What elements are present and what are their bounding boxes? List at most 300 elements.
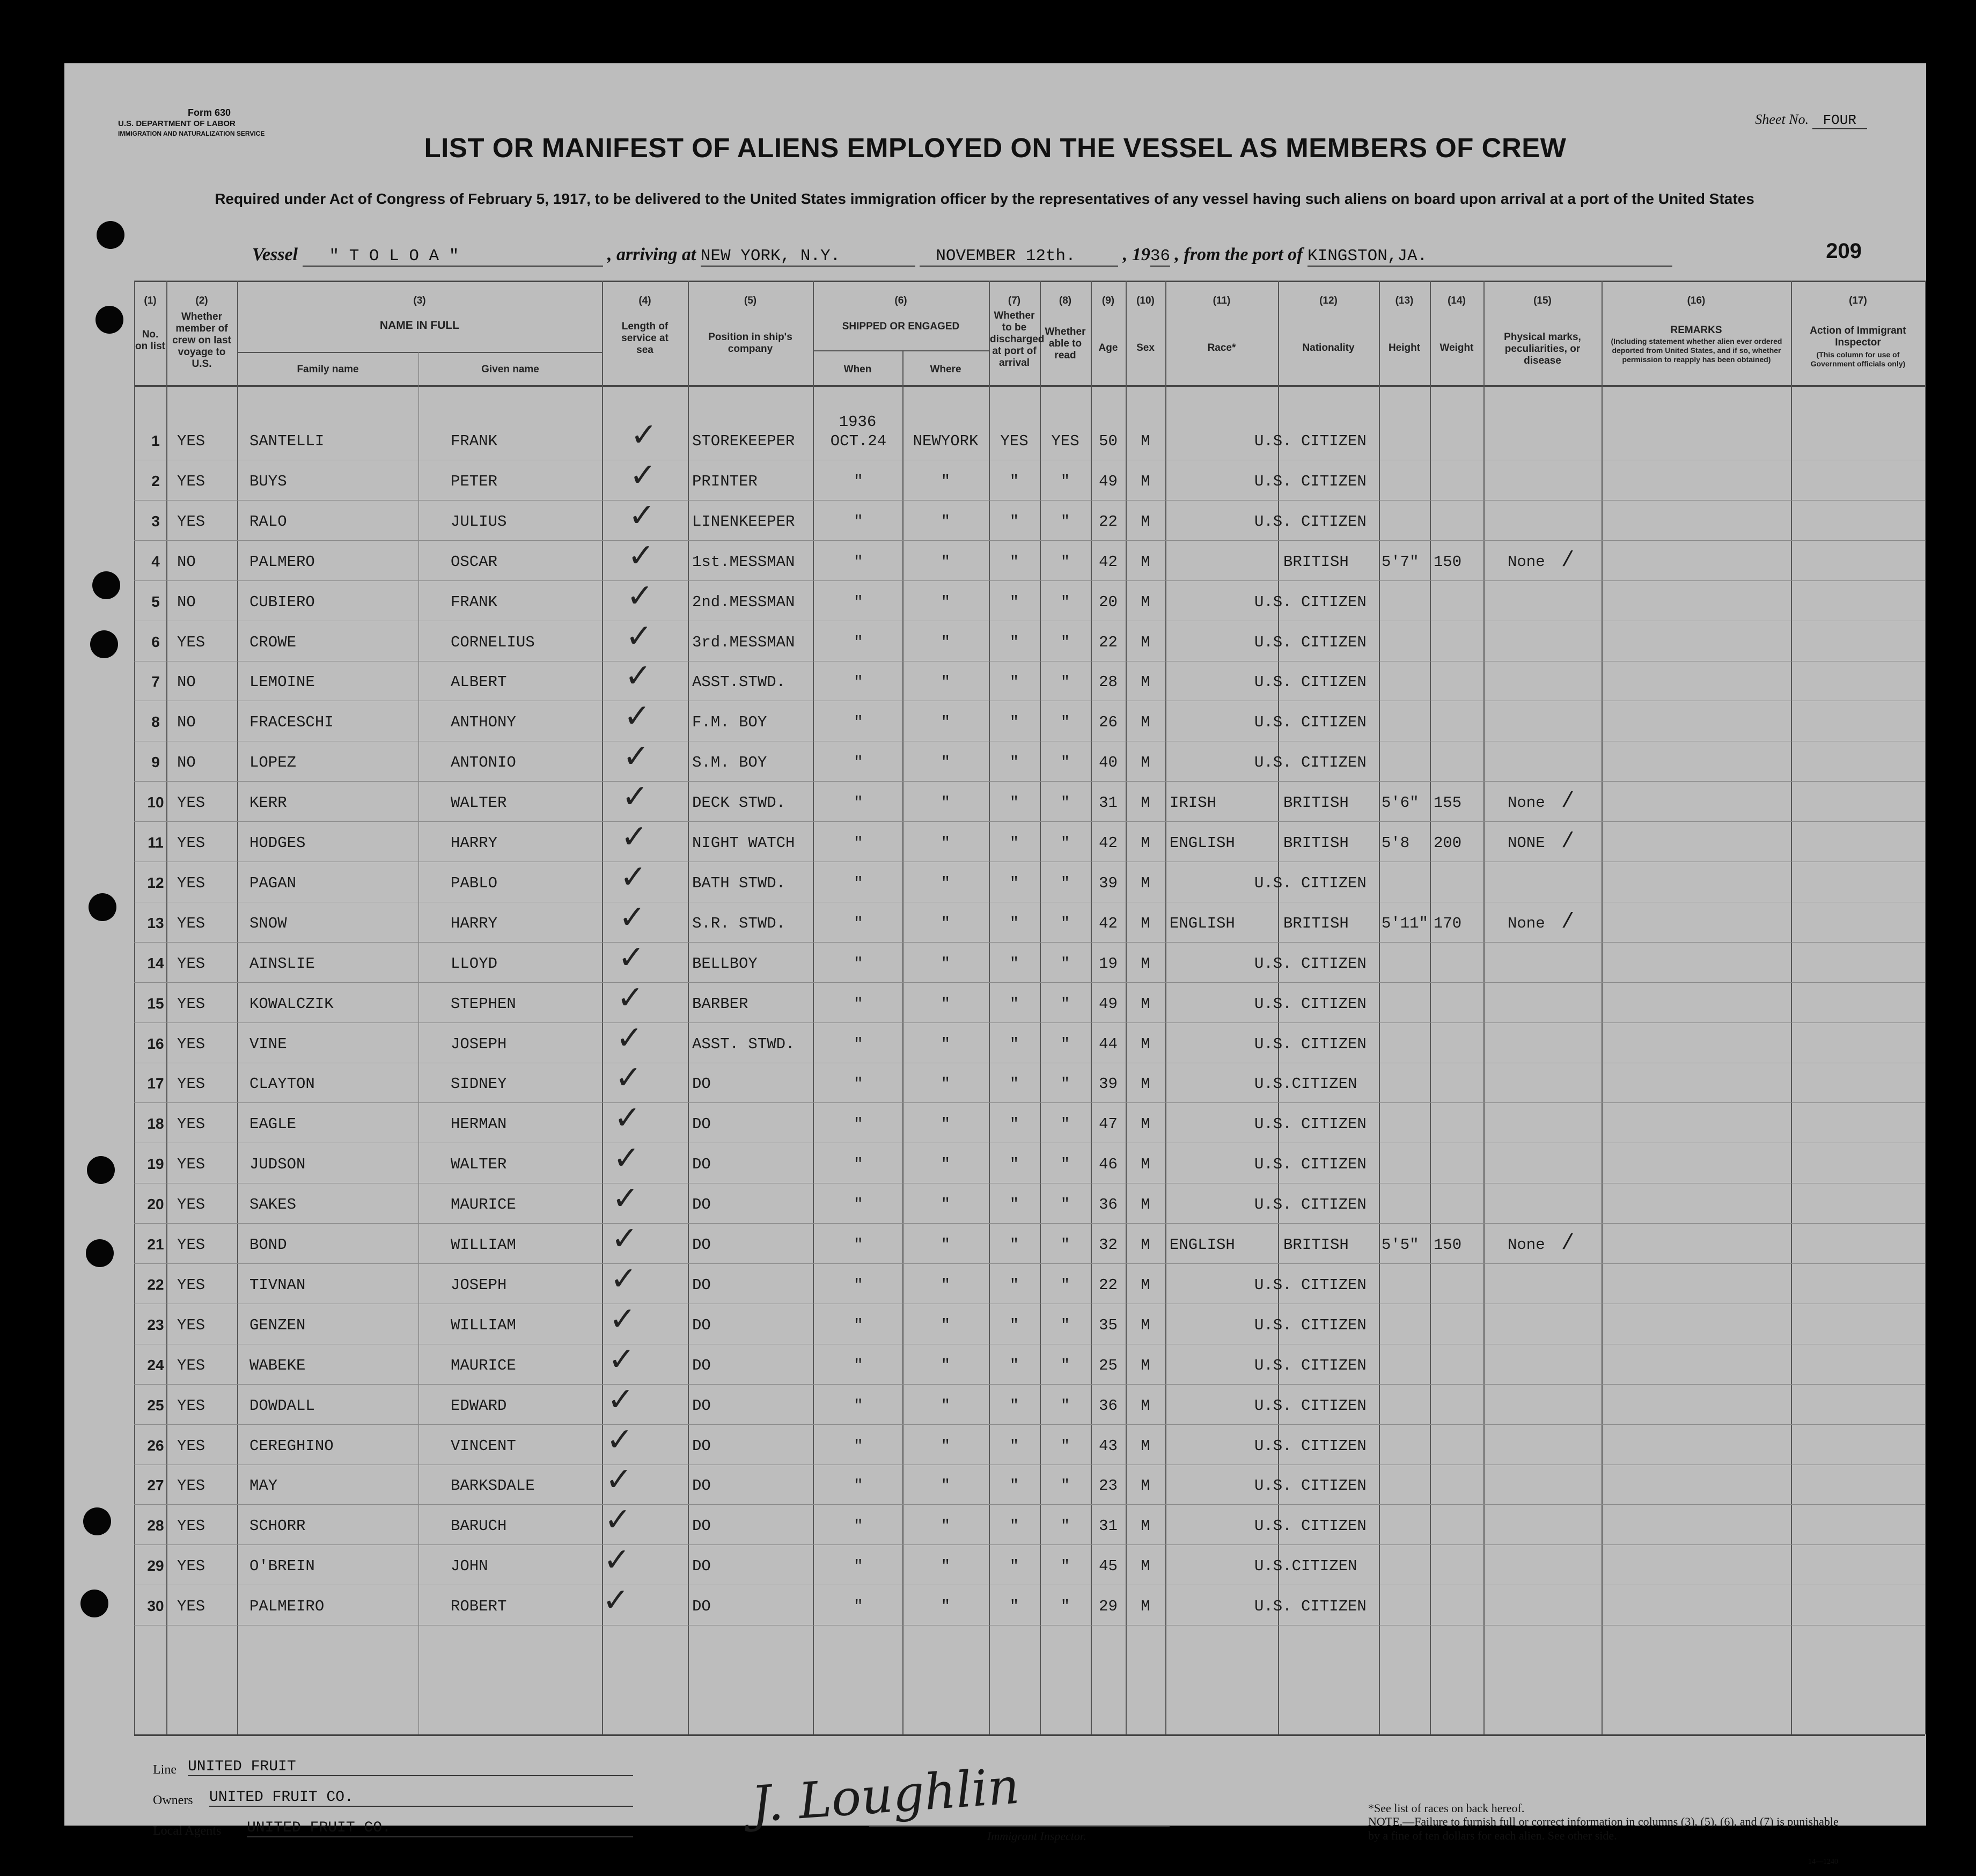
- checkmark-icon: ✓: [612, 1180, 640, 1218]
- prev-voyage: YES: [177, 1196, 205, 1214]
- position: DO: [692, 1477, 711, 1495]
- shipped-when: ": [854, 1156, 863, 1174]
- row-number: 15: [147, 995, 164, 1012]
- age: 49: [1099, 472, 1118, 490]
- able-to-read: ": [1060, 1477, 1070, 1495]
- owners-value: UNITED FRUIT CO.: [209, 1789, 633, 1807]
- nationality: BRITISH: [1283, 553, 1349, 571]
- discharged: ": [1009, 593, 1019, 611]
- race: ENGLISH: [1170, 1236, 1235, 1254]
- checkmark-icon: ✓: [621, 818, 648, 856]
- from-port: KINGSTON,JA.: [1307, 247, 1672, 267]
- position: DO: [692, 1557, 711, 1576]
- row-number: 22: [147, 1276, 164, 1293]
- sex: M: [1141, 1396, 1150, 1415]
- row-number: 7: [151, 673, 160, 690]
- discharged: ": [1009, 874, 1019, 892]
- prev-voyage: YES: [177, 1115, 205, 1134]
- col7-number: (7): [1008, 295, 1021, 306]
- able-to-read: ": [1060, 512, 1070, 531]
- punch-hole: [86, 1239, 114, 1267]
- prev-voyage: NO: [177, 593, 196, 611]
- shipped-where: ": [941, 673, 951, 691]
- punch-hole: [80, 1590, 108, 1617]
- discharged: ": [1009, 1396, 1019, 1415]
- shipped-when: ": [854, 1557, 863, 1576]
- able-to-read: ": [1060, 914, 1070, 932]
- age: 31: [1099, 794, 1118, 812]
- shipped-when: ": [854, 794, 863, 812]
- family-name: PALMERO: [249, 553, 315, 571]
- col16-number: (16): [1687, 295, 1706, 306]
- col5-number: (5): [744, 295, 757, 306]
- nationality: U.S.CITIZEN: [1254, 1075, 1357, 1093]
- shipped-where: ": [941, 954, 951, 973]
- age: 22: [1099, 512, 1118, 531]
- age: 35: [1099, 1316, 1118, 1334]
- age: 42: [1099, 834, 1118, 852]
- shipped-when: ": [854, 472, 863, 490]
- discharged: ": [1009, 995, 1019, 1013]
- sex: M: [1141, 1557, 1150, 1576]
- position: BARBER: [692, 995, 748, 1013]
- col17-number: (17): [1849, 295, 1867, 306]
- punch-hole: [89, 893, 116, 921]
- sex: M: [1141, 794, 1150, 812]
- given-name: HARRY: [451, 834, 498, 852]
- discharged: ": [1009, 673, 1019, 691]
- family-name: FRACESCHI: [249, 713, 334, 732]
- prev-voyage: NO: [177, 673, 196, 691]
- sex: M: [1141, 914, 1150, 932]
- given-name: MAURICE: [451, 1196, 516, 1214]
- row-number: 3: [151, 512, 160, 529]
- col5-header: Position in ship's company: [708, 332, 792, 355]
- penalty-note: NOTE.—Failure to furnish full or correct information in columns (3), (5), (6), and (7) is punishable by a fine of ten dollars for each alien. See other side.: [1368, 1815, 1839, 1842]
- punch-hole: [92, 571, 120, 599]
- nationality: U.S. CITIZEN: [1254, 472, 1367, 490]
- physical-marks: None: [1508, 1236, 1545, 1254]
- shipped-where: ": [941, 1196, 951, 1214]
- discharged: ": [1009, 1517, 1019, 1535]
- shipped-where: ": [941, 1236, 951, 1254]
- family-name: LOPEZ: [249, 754, 297, 772]
- race: ENGLISH: [1170, 834, 1235, 852]
- age: 26: [1099, 713, 1118, 732]
- shipped-where: ": [941, 593, 951, 611]
- age: 36: [1099, 1196, 1118, 1214]
- family-name: CEREGHINO: [249, 1437, 334, 1455]
- vessel-label: Vessel: [252, 245, 298, 264]
- position: DO: [692, 1517, 711, 1535]
- age: 32: [1099, 1236, 1118, 1254]
- position: 3rd.MESSMAN: [692, 633, 795, 651]
- shipped-where: ": [941, 1437, 951, 1455]
- shipped-where: ": [941, 1075, 951, 1093]
- nationality: U.S. CITIZEN: [1254, 1035, 1367, 1053]
- discharged: ": [1009, 1236, 1019, 1254]
- checkmark-icon: ✓: [602, 1581, 630, 1620]
- shipped-where: ": [941, 633, 951, 651]
- given-name: WILLIAM: [451, 1316, 516, 1334]
- discharged: ": [1009, 1075, 1019, 1093]
- sex: M: [1141, 995, 1150, 1013]
- nationality: U.S. CITIZEN: [1254, 1437, 1367, 1455]
- row-number: 24: [147, 1356, 164, 1373]
- family-name: RALO: [249, 512, 287, 531]
- line-value: UNITED FRUIT: [188, 1759, 633, 1776]
- col7-header: Whether to be discharged at port of arrival: [990, 310, 1045, 369]
- given-name: BARKSDALE: [451, 1477, 535, 1495]
- weight: 150: [1434, 553, 1462, 571]
- nationality: BRITISH: [1283, 914, 1349, 932]
- col3-header: NAME IN FULL: [379, 319, 460, 332]
- given-name: BARUCH: [451, 1517, 507, 1535]
- col8-number: (8): [1059, 295, 1072, 306]
- checkmark-icon: ✓: [614, 1099, 641, 1137]
- able-to-read: ": [1060, 874, 1070, 892]
- discharged: ": [1009, 1276, 1019, 1294]
- given-name: HARRY: [451, 914, 498, 932]
- able-to-read: ": [1060, 995, 1070, 1013]
- nationality: U.S. CITIZEN: [1254, 1396, 1367, 1415]
- shipped-when: ": [854, 1477, 863, 1495]
- prev-voyage: YES: [177, 1477, 205, 1495]
- shipped-where: NEWYORK: [913, 432, 979, 450]
- punch-hole: [90, 630, 118, 658]
- nationality: U.S. CITIZEN: [1254, 754, 1367, 772]
- nationality: U.S. CITIZEN: [1254, 1517, 1367, 1535]
- nationality: BRITISH: [1283, 1236, 1349, 1254]
- race: ENGLISH: [1170, 914, 1235, 932]
- sex: M: [1141, 512, 1150, 531]
- shipped-where: ": [941, 713, 951, 732]
- checkmark-icon: ✓: [611, 1220, 638, 1257]
- row-number: 29: [147, 1557, 164, 1575]
- position: PRINTER: [692, 472, 758, 490]
- able-to-read: ": [1060, 593, 1070, 611]
- position: DO: [692, 1356, 711, 1374]
- row-number: 14: [147, 954, 164, 972]
- row-number: 1: [151, 432, 160, 449]
- inspection-tick-icon: /: [1561, 548, 1575, 573]
- row-number: 16: [147, 1035, 164, 1052]
- age: 36: [1099, 1396, 1118, 1415]
- able-to-read: ": [1060, 1035, 1070, 1053]
- shipped-when: ": [854, 1517, 863, 1535]
- given-name: STEPHEN: [451, 995, 516, 1013]
- given-name: JOSEPH: [451, 1276, 507, 1294]
- checkmark-icon: ✓: [616, 1019, 643, 1057]
- position: ASST.STWD.: [692, 673, 786, 691]
- given-name: EDWARD: [451, 1396, 507, 1415]
- prev-voyage: YES: [177, 995, 205, 1013]
- discharged: ": [1009, 633, 1019, 651]
- col12-number: (12): [1319, 295, 1338, 306]
- shipped-where: ": [941, 1598, 951, 1616]
- col15-header: Physical marks, peculiarities, or disease: [1504, 332, 1581, 366]
- sex: M: [1141, 1236, 1150, 1254]
- shipped-where: ": [941, 1477, 951, 1495]
- discharged: ": [1009, 472, 1019, 490]
- discharged: ": [1009, 1115, 1019, 1134]
- shipped-when: OCT.24: [830, 432, 887, 450]
- family-name: KOWALCZIK: [249, 995, 334, 1013]
- able-to-read: ": [1060, 1437, 1070, 1455]
- position: DO: [692, 1598, 711, 1616]
- family-name: VINE: [249, 1035, 287, 1053]
- shipped-where: ": [941, 794, 951, 812]
- col16-subheader: (Including statement whether alien ever ordered deported from United States, and if so, whether permission to reapply has been obtained): [1611, 337, 1782, 364]
- discharged: ": [1009, 1557, 1019, 1576]
- shipped-when: ": [854, 1396, 863, 1415]
- age: 22: [1099, 633, 1118, 651]
- family-name: SNOW: [249, 914, 287, 932]
- races-note: *See list of races on back hereof.: [1368, 1801, 1525, 1815]
- col9-header: Age: [1098, 342, 1118, 354]
- position: BATH STWD.: [692, 874, 786, 892]
- discharged: ": [1009, 1598, 1019, 1616]
- col13-header: Height: [1388, 342, 1421, 354]
- given-name: PABLO: [451, 874, 498, 892]
- checkmark-icon: ✓: [613, 1139, 640, 1178]
- family-name: CLAYTON: [249, 1075, 315, 1093]
- row-number: 18: [147, 1115, 164, 1132]
- sex: M: [1141, 673, 1150, 691]
- able-to-read: ": [1060, 1517, 1070, 1535]
- nationality: U.S. CITIZEN: [1254, 995, 1367, 1013]
- family-name: SCHORR: [249, 1517, 306, 1535]
- vessel-name: " T O L O A ": [303, 247, 603, 267]
- height: 5'7": [1382, 553, 1419, 571]
- checkmark-icon: ✓: [607, 1380, 635, 1418]
- shipped-where: ": [941, 1115, 951, 1134]
- col15-number: (15): [1533, 295, 1552, 306]
- from-port-label: , from the port of: [1174, 245, 1303, 264]
- able-to-read: ": [1060, 553, 1070, 571]
- row-number: 28: [147, 1517, 164, 1534]
- given-name: PETER: [451, 472, 498, 490]
- inspection-tick-icon: /: [1561, 790, 1575, 814]
- nationality: U.S.CITIZEN: [1254, 1557, 1357, 1576]
- col10-header: Sex: [1136, 342, 1155, 354]
- checkmark-icon: ✓: [608, 1340, 635, 1378]
- row-number: 6: [151, 633, 160, 650]
- shipped-when: ": [854, 1316, 863, 1334]
- row-number: 12: [147, 874, 164, 891]
- row-number: 2: [151, 472, 160, 489]
- prev-voyage: YES: [177, 1396, 205, 1415]
- checkmark-icon: ✓: [622, 738, 650, 776]
- shipped-where: ": [941, 834, 951, 852]
- weight: 155: [1434, 794, 1462, 812]
- col10-number: (10): [1136, 295, 1155, 306]
- discharged: ": [1009, 713, 1019, 732]
- position: DO: [692, 1196, 711, 1214]
- age: 39: [1099, 874, 1118, 892]
- position: 2nd.MESSMAN: [692, 593, 795, 611]
- discharged: ": [1009, 914, 1019, 932]
- age: 29: [1099, 1598, 1118, 1616]
- discharged: ": [1009, 1156, 1019, 1174]
- physical-marks: None: [1508, 553, 1545, 571]
- weight: 150: [1434, 1236, 1462, 1254]
- shipped-where: ": [941, 874, 951, 892]
- shipped-when: ": [854, 512, 863, 531]
- family-name: CUBIERO: [249, 593, 315, 611]
- checkmark-icon: ✓: [620, 858, 647, 896]
- sex: M: [1141, 754, 1150, 772]
- family-name: GENZEN: [249, 1316, 306, 1334]
- discharged: ": [1009, 1035, 1019, 1053]
- nationality: U.S. CITIZEN: [1254, 1598, 1367, 1616]
- shipped-year: 1936: [839, 413, 877, 431]
- checkmark-icon: ✓: [623, 697, 651, 735]
- col6-header: SHIPPED OR ENGAGED: [842, 321, 960, 332]
- nationality: U.S. CITIZEN: [1254, 1356, 1367, 1374]
- prev-voyage: YES: [177, 794, 205, 812]
- family-name: EAGLE: [249, 1115, 297, 1134]
- row-number: 30: [147, 1598, 164, 1615]
- able-to-read: ": [1060, 794, 1070, 812]
- age: 42: [1099, 553, 1118, 571]
- row-number: 8: [151, 713, 160, 731]
- col1-header: No. on list: [135, 329, 165, 352]
- arrival-date: NOVEMBER 12th.: [920, 247, 1118, 267]
- col6-where-header: Where: [930, 364, 961, 375]
- family-name: LEMOINE: [249, 673, 315, 691]
- col17-header: Action of Immigrant Inspector: [1810, 325, 1906, 348]
- shipped-where: ": [941, 754, 951, 772]
- shipped-where: ": [941, 1035, 951, 1053]
- physical-marks: None: [1508, 914, 1545, 932]
- checkmark-icon: ✓: [616, 979, 644, 1017]
- nationality: U.S. CITIZEN: [1254, 1316, 1367, 1334]
- able-to-read: ": [1060, 1156, 1070, 1174]
- able-to-read: ": [1060, 1356, 1070, 1374]
- sex: M: [1141, 1598, 1150, 1616]
- col2-number: (2): [195, 295, 208, 306]
- nationality: U.S. CITIZEN: [1254, 1156, 1367, 1174]
- prev-voyage: NO: [177, 553, 196, 571]
- able-to-read: ": [1060, 713, 1070, 732]
- age: 20: [1099, 593, 1118, 611]
- prev-voyage: YES: [177, 1276, 205, 1294]
- row-number: 11: [148, 834, 164, 851]
- able-to-read: ": [1060, 1276, 1070, 1294]
- age: 43: [1099, 1437, 1118, 1455]
- sex: M: [1141, 553, 1150, 571]
- nationality: BRITISH: [1283, 834, 1349, 852]
- shipped-when: ": [854, 1276, 863, 1294]
- col8-header: Whether able to read: [1045, 326, 1086, 361]
- col4-number: (4): [638, 295, 651, 306]
- discharged: ": [1009, 1356, 1019, 1374]
- sheet-value: FOUR: [1812, 112, 1867, 129]
- col6-number: (6): [894, 295, 907, 306]
- checkmark-icon: ✓: [629, 456, 657, 494]
- given-name: ALBERT: [451, 673, 507, 691]
- given-name: HERMAN: [451, 1115, 507, 1134]
- given-name: OSCAR: [451, 553, 498, 571]
- given-name: JULIUS: [451, 512, 507, 531]
- col6-when-header: When: [843, 364, 872, 375]
- given-name: JOHN: [451, 1557, 488, 1576]
- able-to-read: ": [1060, 1075, 1070, 1093]
- able-to-read: ": [1060, 754, 1070, 772]
- discharged: YES: [1000, 432, 1029, 450]
- agents-label: Local Agents: [153, 1824, 222, 1838]
- nationality: U.S. CITIZEN: [1254, 512, 1367, 531]
- height: 5'8: [1382, 834, 1410, 852]
- col3-number: (3): [413, 295, 426, 306]
- shipped-when: ": [854, 673, 863, 691]
- prev-voyage: YES: [177, 874, 205, 892]
- col12-header: Nationality: [1302, 342, 1355, 354]
- family-name: WABEKE: [249, 1356, 306, 1374]
- physical-marks: NONE: [1508, 834, 1545, 852]
- family-name: CROWE: [249, 633, 297, 651]
- agents-value: UNITED FRUIT CO.: [247, 1820, 633, 1837]
- col14-number: (14): [1448, 295, 1466, 306]
- shipped-where: ": [941, 553, 951, 571]
- punch-hole: [83, 1507, 111, 1535]
- prev-voyage: YES: [177, 1156, 205, 1174]
- given-name: VINCENT: [451, 1437, 516, 1455]
- sex: M: [1141, 1517, 1150, 1535]
- checkmark-icon: ✓: [604, 1501, 631, 1539]
- col4-header: Length of service at sea: [621, 321, 669, 356]
- discharged: ": [1009, 954, 1019, 973]
- shipped-where: ": [941, 1557, 951, 1576]
- nationality: U.S. CITIZEN: [1254, 1196, 1367, 1214]
- age: 31: [1099, 1517, 1118, 1535]
- family-name: SANTELLI: [249, 432, 325, 450]
- checkmark-icon: ✓: [610, 1260, 637, 1298]
- able-to-read: ": [1060, 633, 1070, 651]
- height: 5'5": [1382, 1236, 1419, 1254]
- checkmark-icon: ✓: [615, 1059, 642, 1097]
- nationality: U.S. CITIZEN: [1254, 1477, 1367, 1495]
- print-code: 14—1240: [1808, 1858, 1838, 1866]
- row-number: 13: [147, 914, 164, 931]
- checkmark-icon: ✓: [628, 496, 656, 534]
- page-number: 209: [1826, 239, 1862, 263]
- position: DECK STWD.: [692, 794, 786, 812]
- nationality: U.S. CITIZEN: [1254, 633, 1367, 651]
- nationality: U.S. CITIZEN: [1254, 954, 1367, 973]
- sex: M: [1141, 1316, 1150, 1334]
- nationality: U.S. CITIZEN: [1254, 432, 1367, 450]
- position: DO: [692, 1156, 711, 1174]
- row-number: 19: [147, 1156, 164, 1173]
- position: ASST. STWD.: [692, 1035, 795, 1053]
- able-to-read: ": [1060, 1396, 1070, 1415]
- family-name: BUYS: [249, 472, 287, 490]
- race: IRISH: [1170, 794, 1217, 812]
- position: DO: [692, 1115, 711, 1134]
- given-name: ROBERT: [451, 1598, 507, 1616]
- position: DO: [692, 1316, 711, 1334]
- family-name: TIVNAN: [249, 1276, 306, 1294]
- given-name: WALTER: [451, 1156, 507, 1174]
- prev-voyage: YES: [177, 834, 205, 852]
- inspection-tick-icon: /: [1561, 830, 1575, 854]
- shipped-when: ": [854, 1356, 863, 1374]
- shipped-where: ": [941, 1276, 951, 1294]
- given-name: SIDNEY: [451, 1075, 507, 1093]
- owners-label: Owners: [153, 1793, 193, 1807]
